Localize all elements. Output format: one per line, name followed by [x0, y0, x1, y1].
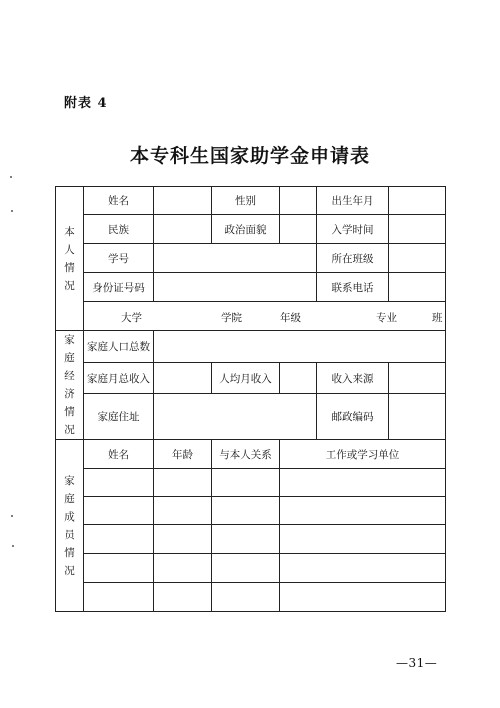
table-row: [56, 554, 446, 583]
member-name-field[interactable]: [84, 583, 154, 612]
monthly-income-label: 家庭月总收入: [84, 362, 154, 394]
monthly-income-field[interactable]: [154, 362, 212, 394]
family-section-label: 家 庭 成 员 情 况: [56, 440, 84, 612]
family-header-row: [56, 440, 446, 469]
member-unit-field[interactable]: [280, 525, 446, 554]
member-unit-field[interactable]: [280, 554, 446, 583]
student-id-label: 学号: [84, 244, 154, 273]
per-capita-field[interactable]: [280, 362, 317, 394]
form-title: 本专科生国家助学金申请表: [129, 145, 370, 167]
political-field[interactable]: [280, 215, 317, 244]
member-name-header: 姓名: [84, 440, 154, 469]
id-card-label: 身份证号码: [84, 273, 154, 302]
student-id-field[interactable]: [154, 244, 317, 273]
economy-row-3: [56, 394, 446, 440]
household-size-field[interactable]: [154, 331, 446, 363]
class-label: 所在班级: [317, 244, 389, 273]
name-field[interactable]: [154, 187, 212, 215]
class-field[interactable]: [389, 244, 446, 273]
personal-row-5: [56, 302, 446, 331]
per-capita-label: 人均月收入: [212, 362, 280, 394]
member-name-field[interactable]: [84, 525, 154, 554]
major-label: 专业: [376, 312, 397, 324]
member-age-header: 年龄: [154, 440, 212, 469]
member-unit-field[interactable]: [280, 469, 446, 497]
member-unit-field[interactable]: [280, 583, 446, 612]
major-line[interactable]: [84, 302, 446, 331]
class-unit-label: 班: [432, 312, 443, 324]
scan-mark: [12, 545, 14, 547]
member-name-field[interactable]: [84, 497, 154, 525]
university-label: 大学: [121, 312, 142, 324]
member-name-field[interactable]: [84, 554, 154, 583]
grade-label: 年级: [280, 312, 301, 324]
table-row: [56, 497, 446, 525]
scan-mark: [11, 210, 13, 212]
enroll-field[interactable]: [389, 215, 446, 244]
address-field[interactable]: [154, 394, 317, 440]
member-age-field[interactable]: [154, 469, 212, 497]
member-relation-field[interactable]: [212, 469, 280, 497]
phone-field[interactable]: [389, 273, 446, 302]
birth-field[interactable]: [389, 187, 446, 215]
name-label: 姓名: [84, 187, 154, 215]
member-age-field[interactable]: [154, 497, 212, 525]
member-unit-field[interactable]: [280, 497, 446, 525]
table-row: [56, 469, 446, 497]
economy-row-2: [56, 362, 446, 394]
member-age-field[interactable]: [154, 554, 212, 583]
economy-row-1: [56, 331, 446, 363]
member-age-field[interactable]: [154, 525, 212, 554]
phone-label: 联系电话: [317, 273, 389, 302]
application-form-table: [55, 186, 446, 612]
personal-row-3: [56, 244, 446, 273]
ethnicity-label: 民族: [84, 215, 154, 244]
household-size-label: 家庭人口总数: [84, 331, 154, 363]
income-source-label: 收入来源: [317, 362, 389, 394]
member-relation-field[interactable]: [212, 497, 280, 525]
personal-section-label: 本 人 情 况: [56, 187, 84, 331]
member-relation-field[interactable]: [212, 554, 280, 583]
id-card-field[interactable]: [154, 273, 317, 302]
personal-row-4: [56, 273, 446, 302]
scan-mark: [10, 176, 12, 178]
gender-label: 性别: [212, 187, 280, 215]
political-label: 政治面貌: [212, 215, 280, 244]
member-unit-header: 工作或学习单位: [280, 440, 446, 469]
address-label: 家庭住址: [84, 394, 154, 440]
ethnicity-field[interactable]: [154, 215, 212, 244]
member-name-field[interactable]: [84, 469, 154, 497]
economy-section-label: 家 庭 经 济 情 况: [56, 331, 84, 440]
member-relation-field[interactable]: [212, 525, 280, 554]
postcode-label: 邮政编码: [317, 394, 389, 440]
member-age-field[interactable]: [154, 583, 212, 612]
member-relation-header: 与本人关系: [212, 440, 280, 469]
personal-row-2: [56, 215, 446, 244]
college-label: 学院: [221, 312, 242, 324]
personal-row-1: [56, 187, 446, 215]
scan-mark: [11, 515, 13, 517]
birth-label: 出生年月: [317, 187, 389, 215]
annex-label: 附表 4: [64, 96, 108, 111]
postcode-field[interactable]: [389, 394, 446, 440]
member-relation-field[interactable]: [212, 583, 280, 612]
table-row: [56, 525, 446, 554]
table-row: [56, 583, 446, 612]
page-number: —31—: [396, 656, 438, 670]
income-source-field[interactable]: [389, 362, 446, 394]
enroll-label: 入学时间: [317, 215, 389, 244]
gender-field[interactable]: [280, 187, 317, 215]
